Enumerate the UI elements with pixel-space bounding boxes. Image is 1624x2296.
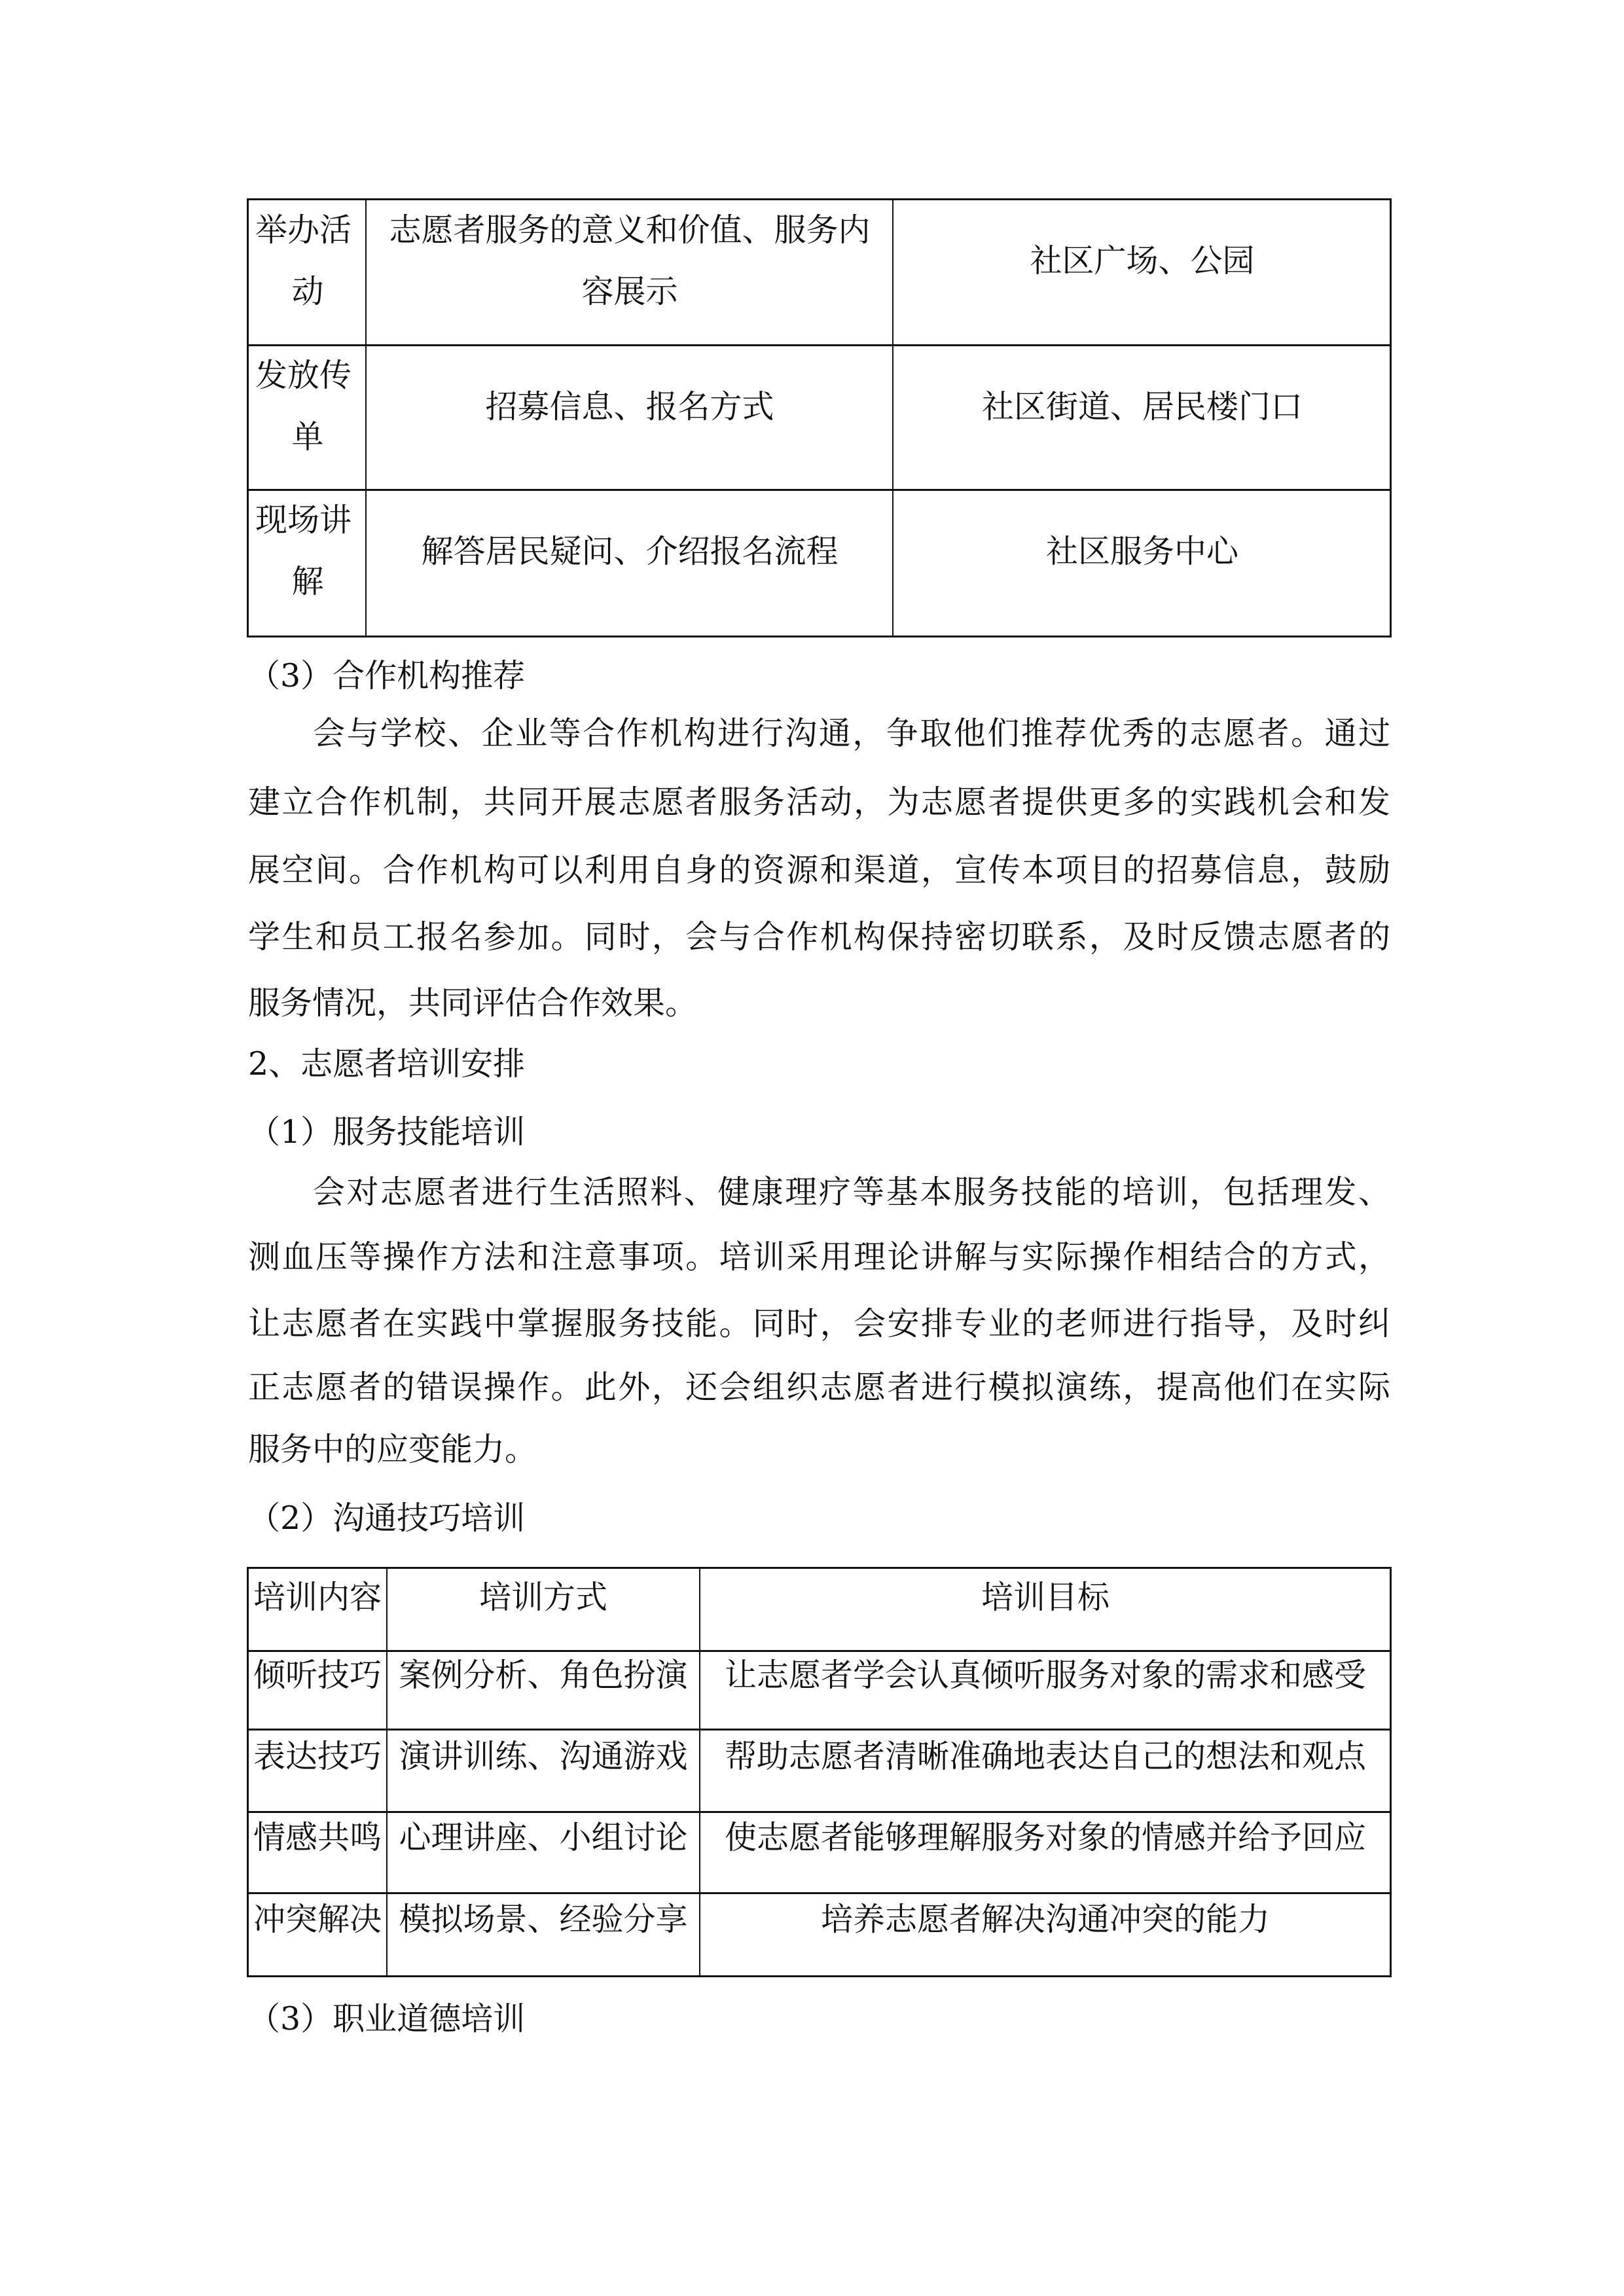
method-cell — [255, 345, 360, 468]
method-cell: 心理讲座、小组讨论 — [399, 1819, 688, 1856]
goal-cell: 帮助志愿者清晰准确地表达自己的想法和观点 — [724, 1738, 1366, 1775]
cell-text: 单 — [291, 418, 324, 456]
paragraph-line: 会与学校、企业等合作机构进行沟通，争取他们推荐优秀的志愿者。通过 — [313, 715, 1390, 752]
goal-cell: 让志愿者学会认真倾听服务对象的需求和感受 — [724, 1657, 1366, 1694]
method-cell: 模拟场景、经验分享 — [399, 1901, 688, 1938]
content-cell: 冲突解决 — [253, 1901, 382, 1938]
paragraph-line: 服务情况，共同评估合作效果。 — [248, 984, 698, 1022]
cell-text: 容展示 — [581, 273, 678, 310]
paragraph-line: 让志愿者在实践中掌握服务技能。同时，会安排专业的老师进行指导，及时纠 — [248, 1305, 1390, 1342]
header-cell: 培训目标 — [981, 1579, 1110, 1616]
method-cell: 案例分析、角色扮演 — [399, 1657, 688, 1694]
method-cell — [255, 200, 360, 323]
content-cell: 情感共鸣 — [253, 1819, 382, 1856]
location-cell: 社区服务中心 — [1045, 533, 1238, 570]
section-heading: （3）合作机构推荐 — [248, 657, 526, 694]
section-heading: 2、志愿者培训安排 — [248, 1045, 526, 1083]
subsection-heading: （3）职业道德培训 — [248, 2000, 526, 2037]
content-cell: 表达技巧 — [253, 1738, 382, 1775]
cell-text: 举办活 — [255, 211, 352, 249]
content-cell: 倾听技巧 — [253, 1657, 382, 1694]
cell-text: 发放传 — [255, 357, 352, 394]
cell-text: 解 — [291, 563, 324, 600]
subsection-heading: （2）沟通技巧培训 — [248, 1499, 526, 1537]
paragraph-line: 建立合作机制，共同开展志愿者服务活动，为志愿者提供更多的实践机会和发 — [248, 783, 1390, 821]
paragraph-line: 测血压等操作方法和注意事项。培训采用理论讲解与实际操作相结合的方式， — [248, 1238, 1390, 1276]
content-cell — [367, 200, 893, 323]
header-cell: 培训方式 — [478, 1579, 607, 1616]
location-cell: 社区广场、公园 — [1030, 242, 1255, 279]
paragraph-line: 正志愿者的错误操作。此外，还会组织志愿者进行模拟演练，提高他们在实际 — [248, 1369, 1390, 1406]
paragraph-line: 学生和员工报名参加。同时，会与合作机构保持密切联系，及时反馈志愿者的 — [248, 918, 1390, 956]
method-cell — [255, 490, 360, 613]
goal-cell: 使志愿者能够理解服务对象的情感并给予回应 — [724, 1819, 1366, 1856]
subsection-heading: （1）服务技能培训 — [248, 1113, 526, 1151]
method-cell: 演讲训练、沟通游戏 — [399, 1738, 688, 1775]
paragraph-line: 会对志愿者进行生活照料、健康理疗等基本服务技能的培训，包括理发、 — [313, 1174, 1390, 1211]
cell-text: 现场讲 — [255, 501, 352, 539]
goal-cell: 培养志愿者解决沟通冲突的能力 — [820, 1901, 1270, 1938]
cell-text: 动 — [291, 273, 324, 310]
content-cell: 招募信息、报名方式 — [485, 388, 774, 425]
location-cell: 社区街道、居民楼门口 — [981, 388, 1303, 425]
table-row-divider — [247, 344, 1392, 346]
paragraph-line: 展空间。合作机构可以利用自身的资源和渠道，宣传本项目的招募信息，鼓励 — [248, 852, 1390, 889]
cell-text: 志愿者服务的意义和价值、服务内 — [389, 211, 871, 249]
table-row-divider — [247, 489, 1392, 491]
content-cell: 解答居民疑问、介绍报名流程 — [421, 533, 839, 570]
paragraph-line: 服务中的应变能力。 — [248, 1431, 537, 1468]
header-cell: 培训内容 — [253, 1579, 382, 1616]
